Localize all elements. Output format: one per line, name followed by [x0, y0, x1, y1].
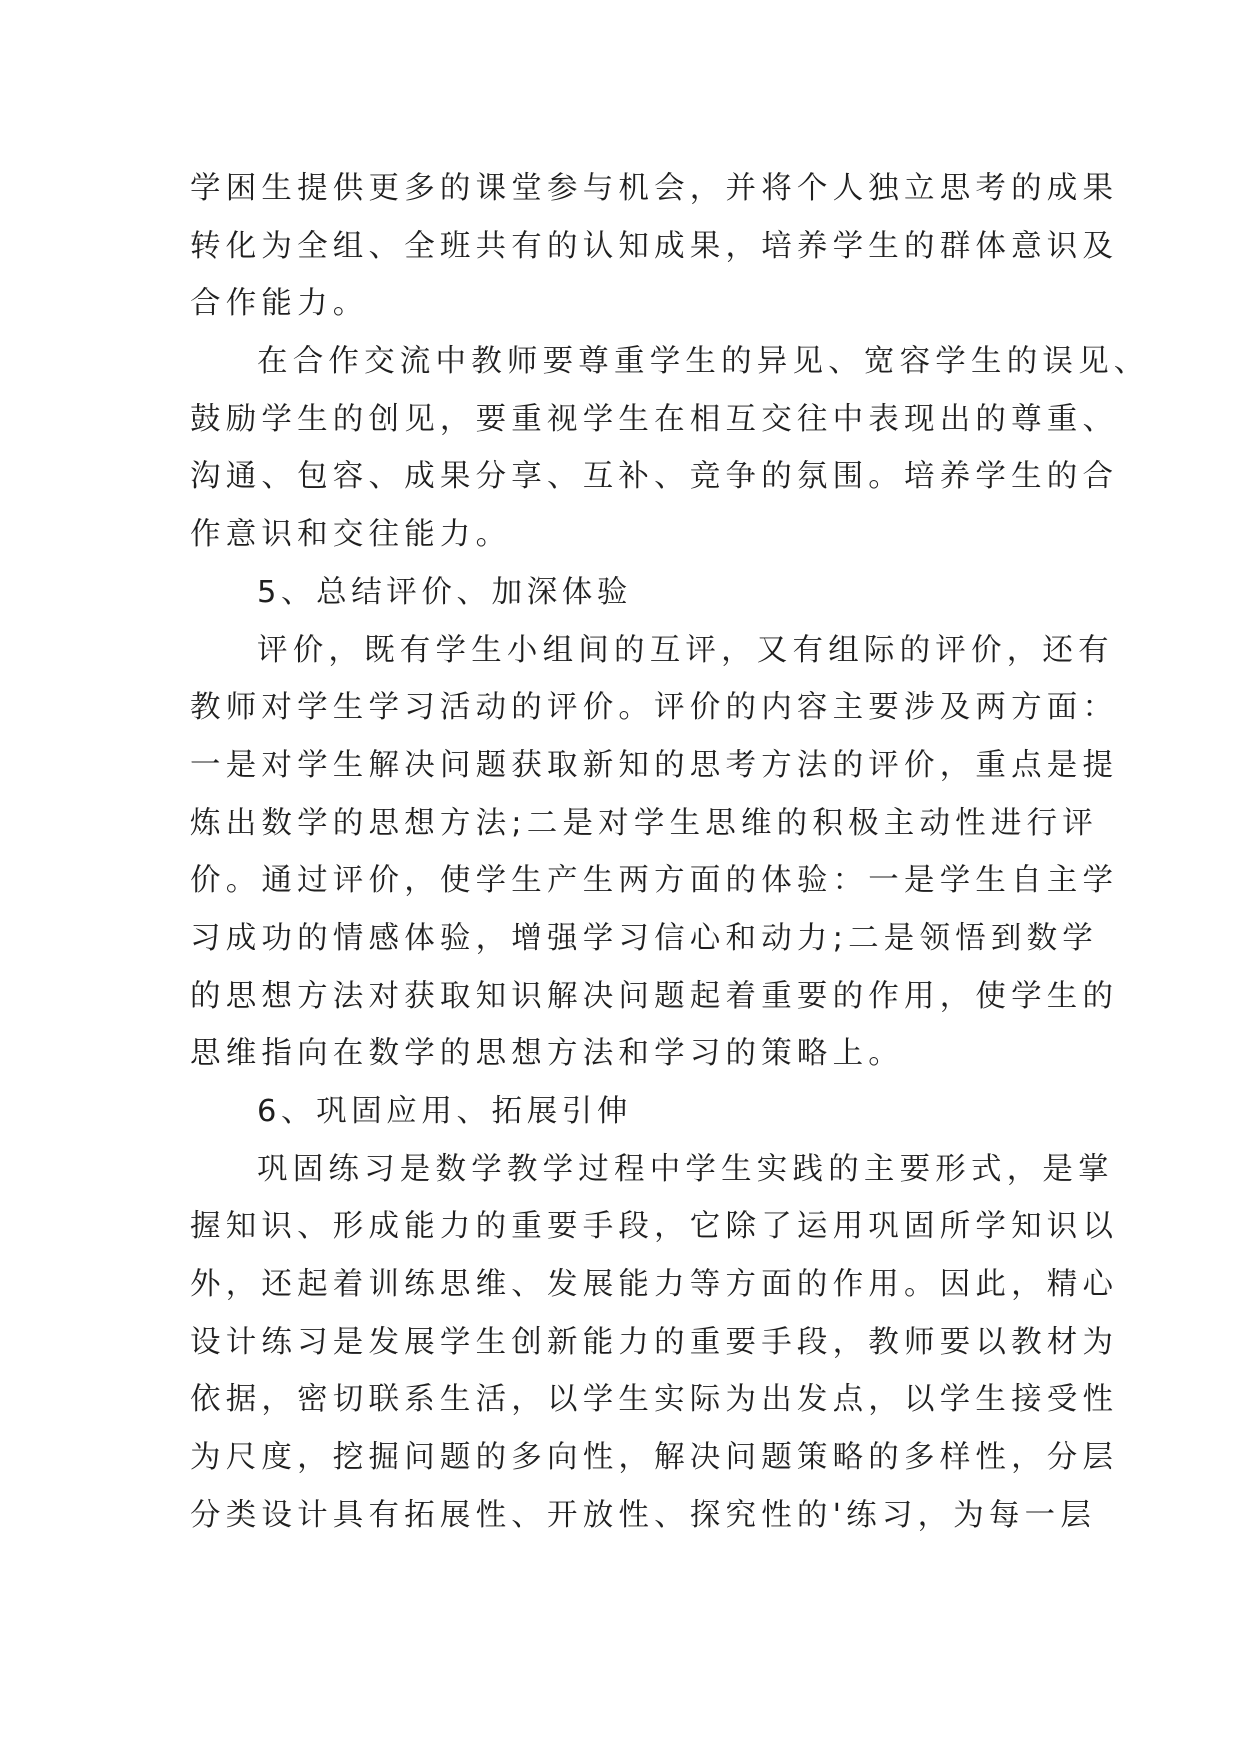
text-line: 握知识、形成能力的重要手段，它除了运用巩固所学知识以 — [190, 1209, 1119, 1245]
text-line: 合作能力。 — [190, 286, 369, 322]
text-line: 外，还起着训练思维、发展能力等方面的作用。因此，精心 — [190, 1267, 1119, 1303]
text-line: 价。通过评价，使学生产生两方面的体验：一是学生自主学 — [190, 863, 1119, 899]
text-line: 分类设计具有拓展性、开放性、探究性的'练习，为每一层 — [190, 1497, 1097, 1533]
text-line: 学困生提供更多的课堂参与机会，并将个人独立思考的成果 — [190, 171, 1119, 206]
paragraph-start-line: 在合作交流中教师要尊重学生的异见、宽容学生的误见、 — [257, 344, 1150, 380]
text-line: 的思想方法对获取知识解决问题起着重要的作用，使学生的 — [190, 978, 1119, 1014]
text-line: 习成功的情感体验，增强学习信心和动力;二是领悟到数学 — [190, 920, 1098, 956]
text-line: 设计练习是发展学生创新能力的重要手段，教师要以教材为 — [190, 1324, 1119, 1360]
text-line: 一是对学生解决问题获取新知的思考方法的评价，重点是提 — [190, 747, 1119, 783]
paragraph-start-line: 巩固练习是数学教学过程中学生实践的主要形式，是掌 — [257, 1151, 1114, 1187]
text-line: 思维指向在数学的思想方法和学习的策略上。 — [190, 1036, 904, 1072]
body-text — [190, 160, 1150, 1545]
text-line: 沟通、包容、成果分享、互补、竞争的氛围。培养学生的合 — [190, 459, 1119, 495]
text-line: 依据，密切联系生活，以学生实际为出发点，以学生接受性 — [190, 1382, 1119, 1418]
text-line: 作意识和交往能力。 — [190, 517, 512, 553]
text-line: 教师对学生学习活动的评价。评价的内容主要涉及两方面： — [190, 690, 1119, 726]
paragraph-start-line: 评价，既有学生小组间的互评，又有组际的评价，还有 — [257, 632, 1114, 668]
text-line: 转化为全组、全班共有的认知成果，培养学生的群体意识及 — [190, 228, 1119, 264]
section-heading-6: 6、巩固应用、拓展引伸 — [257, 1094, 633, 1129]
text-line: 炼出数学的思想方法;二是对学生思维的积极主动性进行评 — [190, 805, 1098, 841]
text-line: 为尺度，挖掘问题的多向性，解决问题策略的多样性，分层 — [190, 1440, 1119, 1476]
section-heading-5: 5、总结评价、加深体验 — [257, 574, 633, 610]
text-line: 鼓励学生的创见，要重视学生在相互交往中表现出的尊重、 — [190, 401, 1119, 437]
